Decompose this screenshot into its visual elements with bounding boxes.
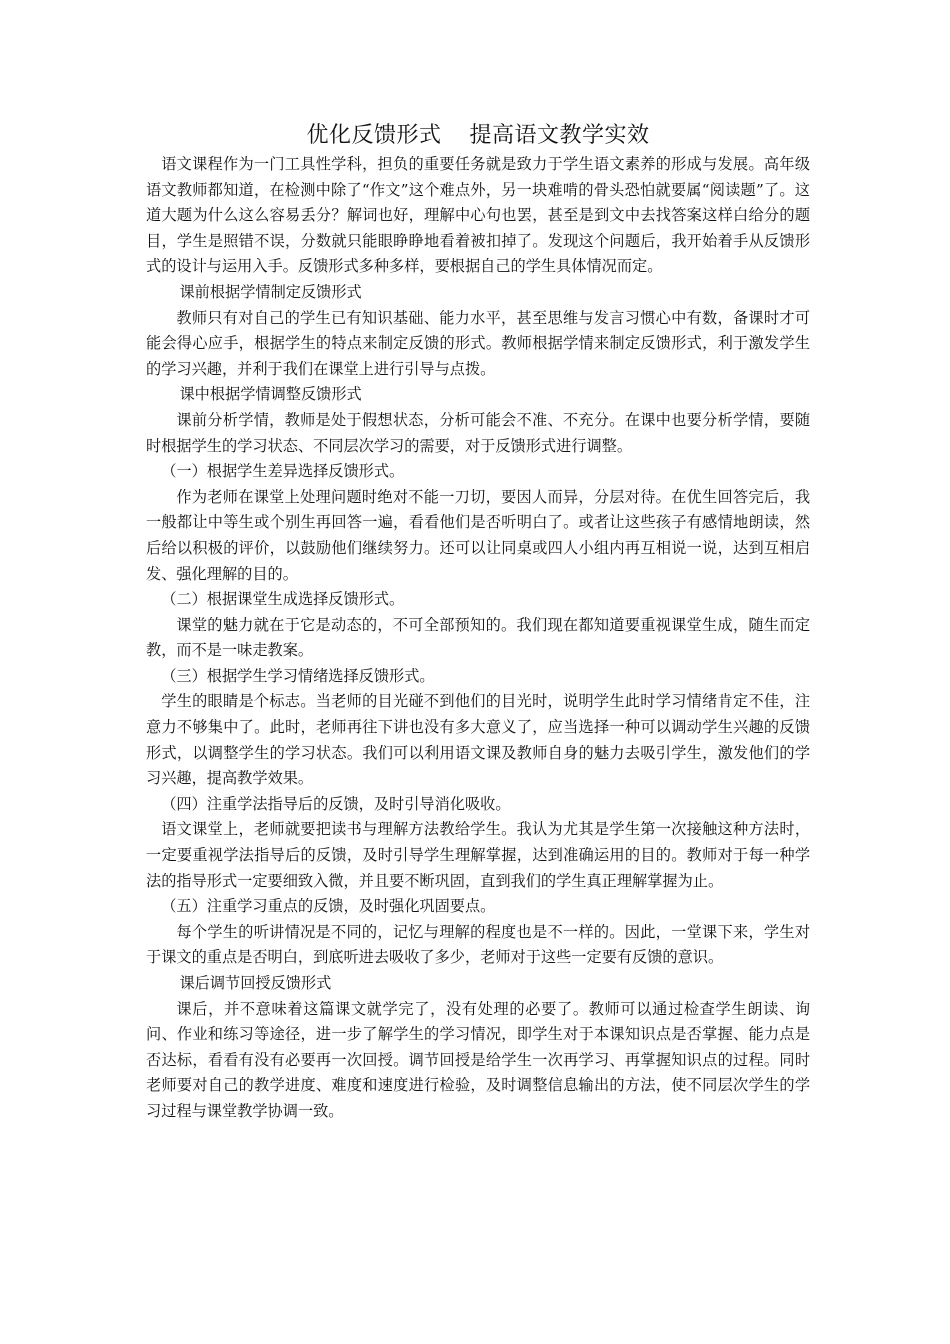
section-heading-before-class: 课前根据学情制定反馈形式 — [179, 282, 362, 301]
paragraph-subheading-5: 每个学生的听讲情况是不同的，记忆与理解的程度也是不一样的。因此，一堂课下来，学生对于课文的重点是否明白，到底听进去吸收了多少，老师对于这些一定要有反馈的意识。 — [146, 922, 810, 967]
paragraph-in-class: 课前分析学情，教师是处于假想状态，分析可能会不准、不充分。在课中也要分析学情，要随时根据学生的学习状态、不同层次学习的需要，对于反馈形式进行调整。 — [146, 410, 810, 455]
intro-paragraph: 语文课程作为一门工具性学科，担负的重要任务就是致力于学生语文素养的形成与发展。高年级语文教师都知道，在检测中除了“作文”这个难点外，另一块难啃的骨头恐怕就要属“阅读题”了。这道大题为什么这么容易丢分？解词也好，理解中心句也罢，甚至是到文中去找答案这样白给分的题目，学生是照错不误，分数就只能眼睁睁地看着被扣掉了。发现这个问题后，我开始着手从反馈形式的设计与运用入手。反馈形式多种多样，要根据自己的学生具体情况而定。 — [146, 155, 810, 276]
title-part-1: 优化反馈形式 — [306, 123, 442, 148]
subheading-1: （一）根据学生差异选择反馈形式。 — [161, 462, 405, 481]
paragraph-subheading-3: 学生的眼睛是个标志。当老师的目光碰不到他们的目光时，说明学生此时学习情绪肯定不佳，注意力不够集中了。此时，老师再往下讲也没有多大意义了，应当选择一种可以调动学生兴趣的反馈形式，以调整学生的学习状态。我们可以利用语文课及教师自身的魅力去吸引学生，激发他们的学习兴趣，提高教学效果。 — [146, 692, 810, 788]
section-heading-after-class: 课后调节回授反馈形式 — [179, 974, 332, 992]
subheading-4: （四）注重学法指导后的反馈，及时引导消化吸收。 — [161, 794, 511, 813]
subheading-2: （二）根据课堂生成选择反馈形式。 — [161, 590, 405, 609]
subheading-3: （三）根据学生学习情绪选择反馈形式。 — [161, 666, 435, 685]
subheading-5: （五）注重学习重点的反馈，及时强化巩固要点。 — [161, 897, 496, 916]
paragraph-after-class: 课后，并不意味着这篇课文就学完了，没有处理的必要了。教师可以通过检查学生朗读、询问、作业和练习等途径，进一步了解学生的学习情况，即学生对于本课知识点是否掌握、能力点是否达标，看看有没有必要再一次回授。调节回授是给学生一次再学习、再掌握知识点的过程。同时老师要对自己的教学进度、难度和速度进行检验，及时调整信息输出的方法，使不同层次学生的学习过程与课堂教学协调一致。 — [146, 999, 810, 1120]
section-heading-in-class: 课中根据学情调整反馈形式 — [179, 385, 362, 404]
title-part-2: 提高语文教学实效 — [469, 123, 650, 148]
paragraph-subheading-1: 作为老师在课堂上处理问题时绝对不能一刀切，要因人而异，分层对待。在优生回答完后，我一般都让中等生或个别生再回答一遍，看看他们是否听明白了。或者让这些孩子有感情地朗读，然后给以积极的评价，以鼓励他们继续努力。还可以让同桌或四人小组内再互相说一说，达到互相启发、强化理解的目的。 — [146, 487, 810, 583]
document-title — [146, 120, 810, 152]
paragraph-subheading-4: 语文课堂上，老师就要把读书与理解方法教给学生。我认为尤其是学生第一次接触这种方法时，一定要重视学法指导后的反馈，及时引导学生理解掌握，达到准确运用的目的。教师对于每一种学法的指导形式一定要细致入微，并且要不断巩固，直到我们的学生真正理解掌握为止。 — [146, 820, 810, 890]
paragraph-before-class: 教师只有对自己的学生已有知识基础、能力水平，甚至思维与发言习惯心中有数，备课时才可能会得心应手，根据学生的特点来制定反馈的形式。教师根据学情来制定反馈形式，利于激发学生的学习兴趣，并利于我们在课堂上进行引导与点拨。 — [146, 308, 810, 378]
document-body — [146, 120, 810, 1125]
paragraph-subheading-2: 课堂的魅力就在于它是动态的，不可全部预知的。我们现在都知道要重视课堂生成，随生而定教，而不是一味走教案。 — [146, 615, 810, 660]
